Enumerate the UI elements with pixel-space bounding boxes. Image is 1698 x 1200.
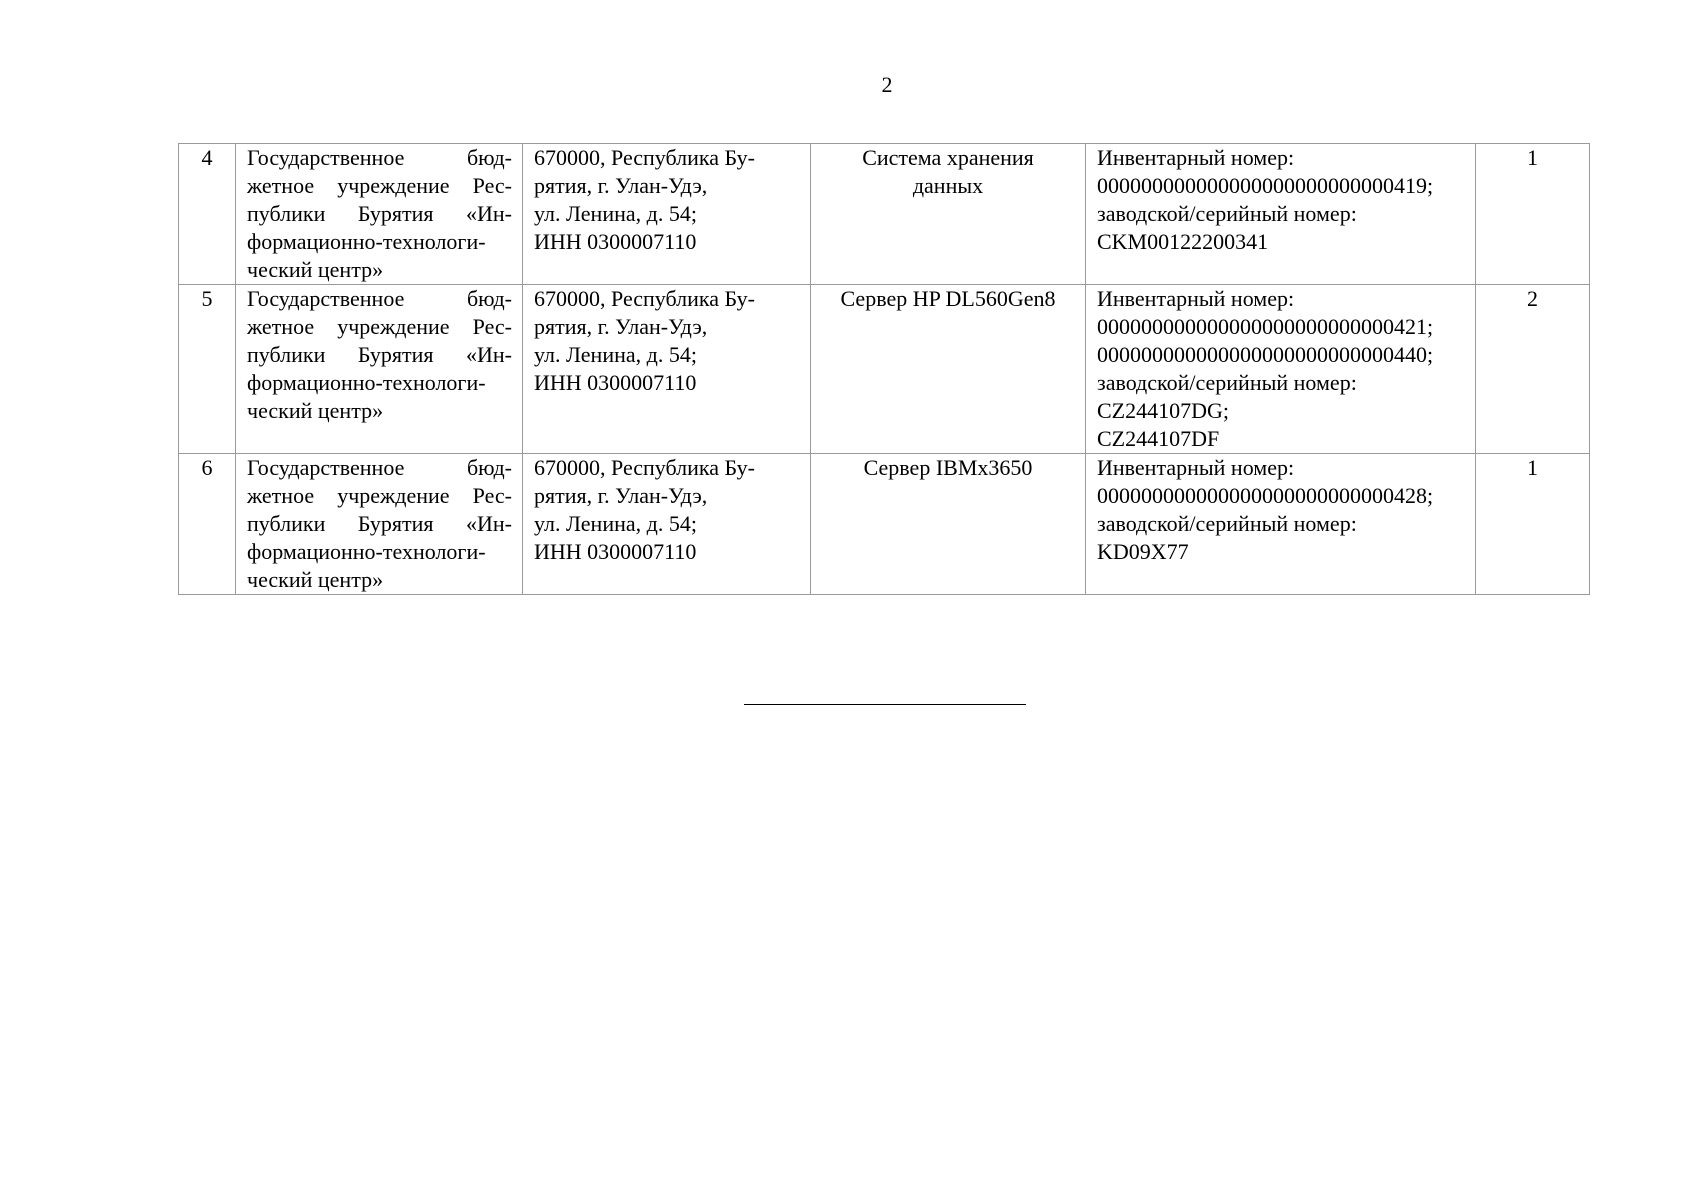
row-number: 4	[179, 144, 236, 285]
end-of-document-rule	[744, 704, 1026, 705]
equipment-name-line: Сервер HP DL560Gen8	[840, 286, 1056, 311]
organization-line: жетное учреждение Рес-	[247, 314, 512, 339]
details-line: CKM00122200341	[1097, 229, 1269, 254]
details-line: KD09X77	[1097, 539, 1189, 564]
organization-cell	[236, 144, 523, 285]
equipment-name-cell	[811, 454, 1086, 595]
details-line: заводской/серийный номер:	[1097, 511, 1357, 536]
details-line: CZ244107DF	[1097, 426, 1220, 451]
address-line: ИНН 0300007110	[534, 370, 697, 395]
table-row	[179, 454, 1590, 595]
quantity-cell: 1	[1476, 454, 1590, 595]
details-line: заводской/серийный номер:	[1097, 370, 1357, 395]
quantity-cell: 1	[1476, 144, 1590, 285]
equipment-details-cell	[1086, 285, 1476, 454]
address-line: ул. Ленина, д. 54;	[534, 342, 697, 367]
details-line: Инвентарный номер:	[1097, 286, 1295, 311]
details-line: Инвентарный номер:	[1097, 455, 1295, 480]
address-line: ул. Ленина, д. 54;	[534, 201, 697, 226]
details-line: Инвентарный номер:	[1097, 145, 1295, 170]
details-line: 000000000000000000000000000421;	[1097, 314, 1434, 339]
organization-line: Государственное бюд-	[247, 145, 512, 170]
address-line: ул. Ленина, д. 54;	[534, 511, 697, 536]
equipment-name-cell	[811, 144, 1086, 285]
organization-line: формационно-технологи-	[247, 539, 486, 564]
organization-line: публики Бурятия «Ин-	[247, 511, 512, 536]
address-cell	[523, 285, 811, 454]
organization-cell	[236, 285, 523, 454]
details-line: заводской/серийный номер:	[1097, 201, 1357, 226]
page-number: 2	[881, 72, 893, 97]
table-row	[179, 285, 1590, 454]
row-number: 5	[179, 285, 236, 454]
address-line: 670000, Республика Бу-	[534, 145, 755, 170]
organization-line: жетное учреждение Рес-	[247, 483, 512, 508]
organization-cell	[236, 454, 523, 595]
address-line: рятия, г. Улан-Удэ,	[534, 483, 708, 508]
equipment-name-cell	[811, 285, 1086, 454]
organization-line: формационно-технологи-	[247, 370, 486, 395]
organization-line: публики Бурятия «Ин-	[247, 201, 512, 226]
details-line: 000000000000000000000000000419;	[1097, 173, 1434, 198]
organization-line: ческий центр»	[247, 567, 384, 592]
details-line: CZ244107DG;	[1097, 398, 1229, 423]
address-line: ИНН 0300007110	[534, 229, 697, 254]
address-line: ИНН 0300007110	[534, 539, 697, 564]
address-line: рятия, г. Улан-Удэ,	[534, 173, 708, 198]
address-line: рятия, г. Улан-Удэ,	[534, 314, 708, 339]
equipment-name-line: данных	[912, 173, 984, 198]
organization-line: формационно-технологи-	[247, 229, 486, 254]
organization-line: Государственное бюд-	[247, 455, 512, 480]
organization-line: ческий центр»	[247, 398, 384, 423]
address-cell	[523, 454, 811, 595]
equipment-name-line: Система хранения	[862, 145, 1034, 170]
address-line: 670000, Республика Бу-	[534, 286, 755, 311]
address-line: 670000, Республика Бу-	[534, 455, 755, 480]
table-row	[179, 144, 1590, 285]
organization-line: публики Бурятия «Ин-	[247, 342, 512, 367]
row-number: 6	[179, 454, 236, 595]
organization-line: ческий центр»	[247, 257, 384, 282]
organization-line: Государственное бюд-	[247, 286, 512, 311]
equipment-details-cell	[1086, 144, 1476, 285]
property-table	[178, 143, 1590, 595]
equipment-details-cell	[1086, 454, 1476, 595]
details-line: 000000000000000000000000000428;	[1097, 483, 1434, 508]
organization-line: жетное учреждение Рес-	[247, 173, 512, 198]
quantity-cell: 2	[1476, 285, 1590, 454]
address-cell	[523, 144, 811, 285]
details-line: 000000000000000000000000000440;	[1097, 342, 1434, 367]
equipment-name-line: Сервер IBMx3650	[863, 455, 1033, 480]
